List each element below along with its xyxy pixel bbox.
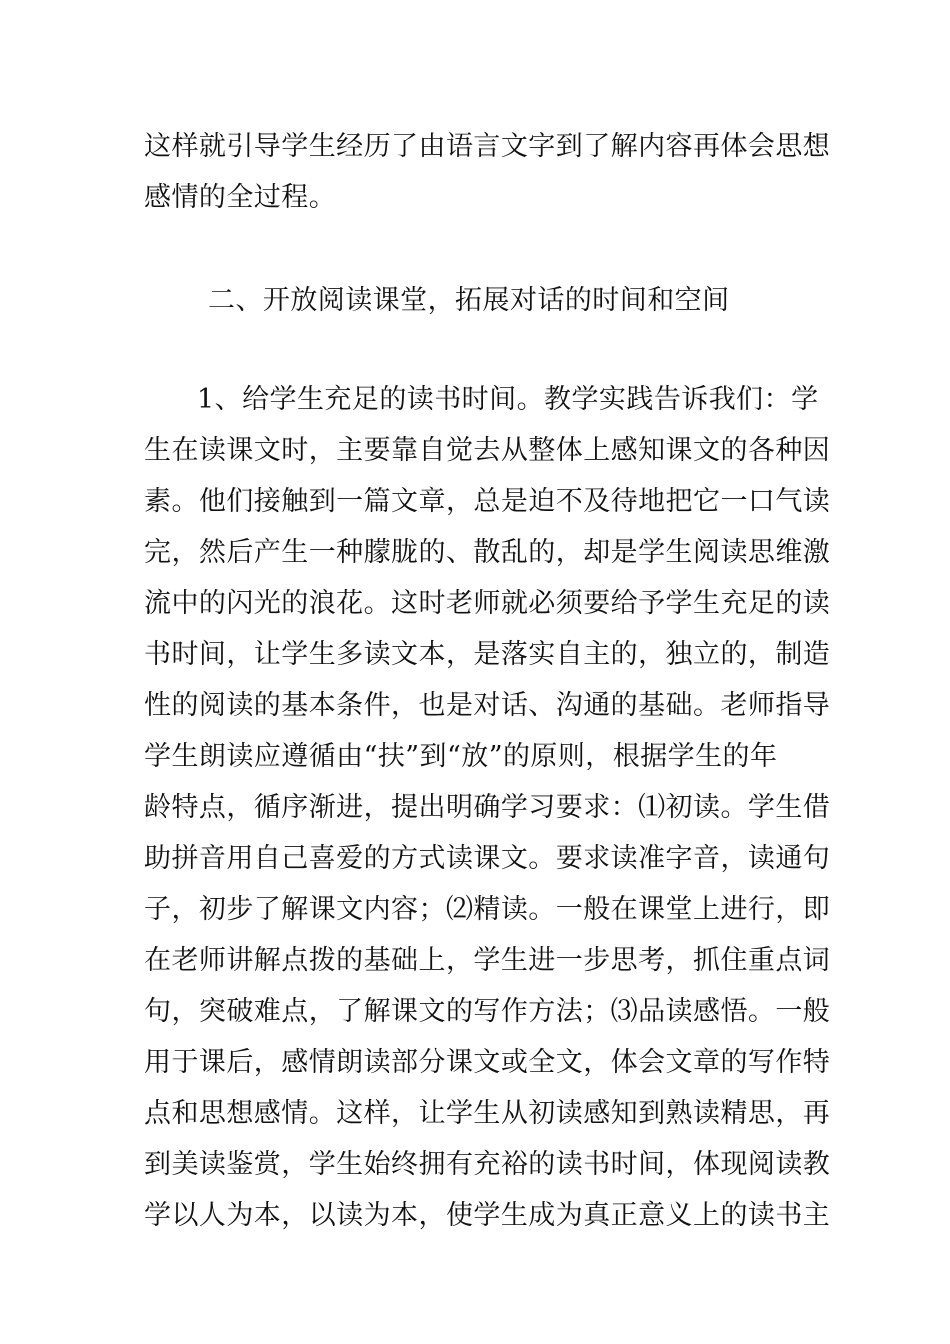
paragraph-line-10: 助拼音用自己喜爱的方式读课文。要求读准字音，读通句 xyxy=(144,843,831,874)
paragraph-line-12: 在老师讲解点拨的基础上，学生进一步思考，抓住重点词 xyxy=(144,945,831,976)
paragraph-line-9: 龄特点，循序渐进，提出明确学习要求：⑴初读。学生借 xyxy=(144,792,831,823)
intro-line-2: 感情的全过程。 xyxy=(144,182,337,213)
paragraph-line-2: 生在读课文时，主要靠自觉去从整体上感知课文的各种因 xyxy=(144,435,831,466)
paragraph-line-15: 点和思想感情。这样，让学生从初读感知到熟读精思，再 xyxy=(144,1098,831,1129)
paragraph-line-17: 学以人为本，以读为本，使学生成为真正意义上的读书主 xyxy=(144,1200,831,1231)
paragraph-line-11: 子，初步了解课文内容；⑵精读。一般在课堂上进行，即 xyxy=(144,894,831,925)
paragraph-line-13: 句，突破难点，了解课文的写作方法；⑶品读感悟。一般 xyxy=(144,996,831,1027)
paragraph-line-16: 到美读鉴赏，学生始终拥有充裕的读书时间，体现阅读教 xyxy=(144,1149,831,1180)
paragraph-line-14: 用于课后，感情朗读部分课文或全文，体会文章的写作特 xyxy=(144,1047,831,1078)
paragraph-line-7: 性的阅读的基本条件，也是对话、沟通的基础。老师指导 xyxy=(144,690,831,721)
section-heading: 二、开放阅读课堂，拓展对话的时间和空间 xyxy=(208,285,730,316)
paragraph-line-3: 素。他们接触到一篇文章，总是迫不及待地把它一口气读 xyxy=(144,486,831,517)
paragraph-line-1: 1、给学生充足的读书时间。教学实践告诉我们：学 xyxy=(197,384,819,415)
paragraph-line-5: 流中的闪光的浪花。这时老师就必须要给予学生充足的读 xyxy=(144,588,831,619)
paragraph-line-8: 学生朗读应遵循由“扶”到“放”的原则，根据学生的年 xyxy=(144,741,778,772)
intro-line-1: 这样就引导学生经历了由语言文字到了解内容再体会思想 xyxy=(144,131,831,162)
paragraph-line-6: 书时间，让学生多读文本，是落实自主的，独立的，制造 xyxy=(144,639,831,670)
paragraph-line-4: 完，然后产生一种朦胧的、散乱的，却是学生阅读思维激 xyxy=(144,537,831,568)
